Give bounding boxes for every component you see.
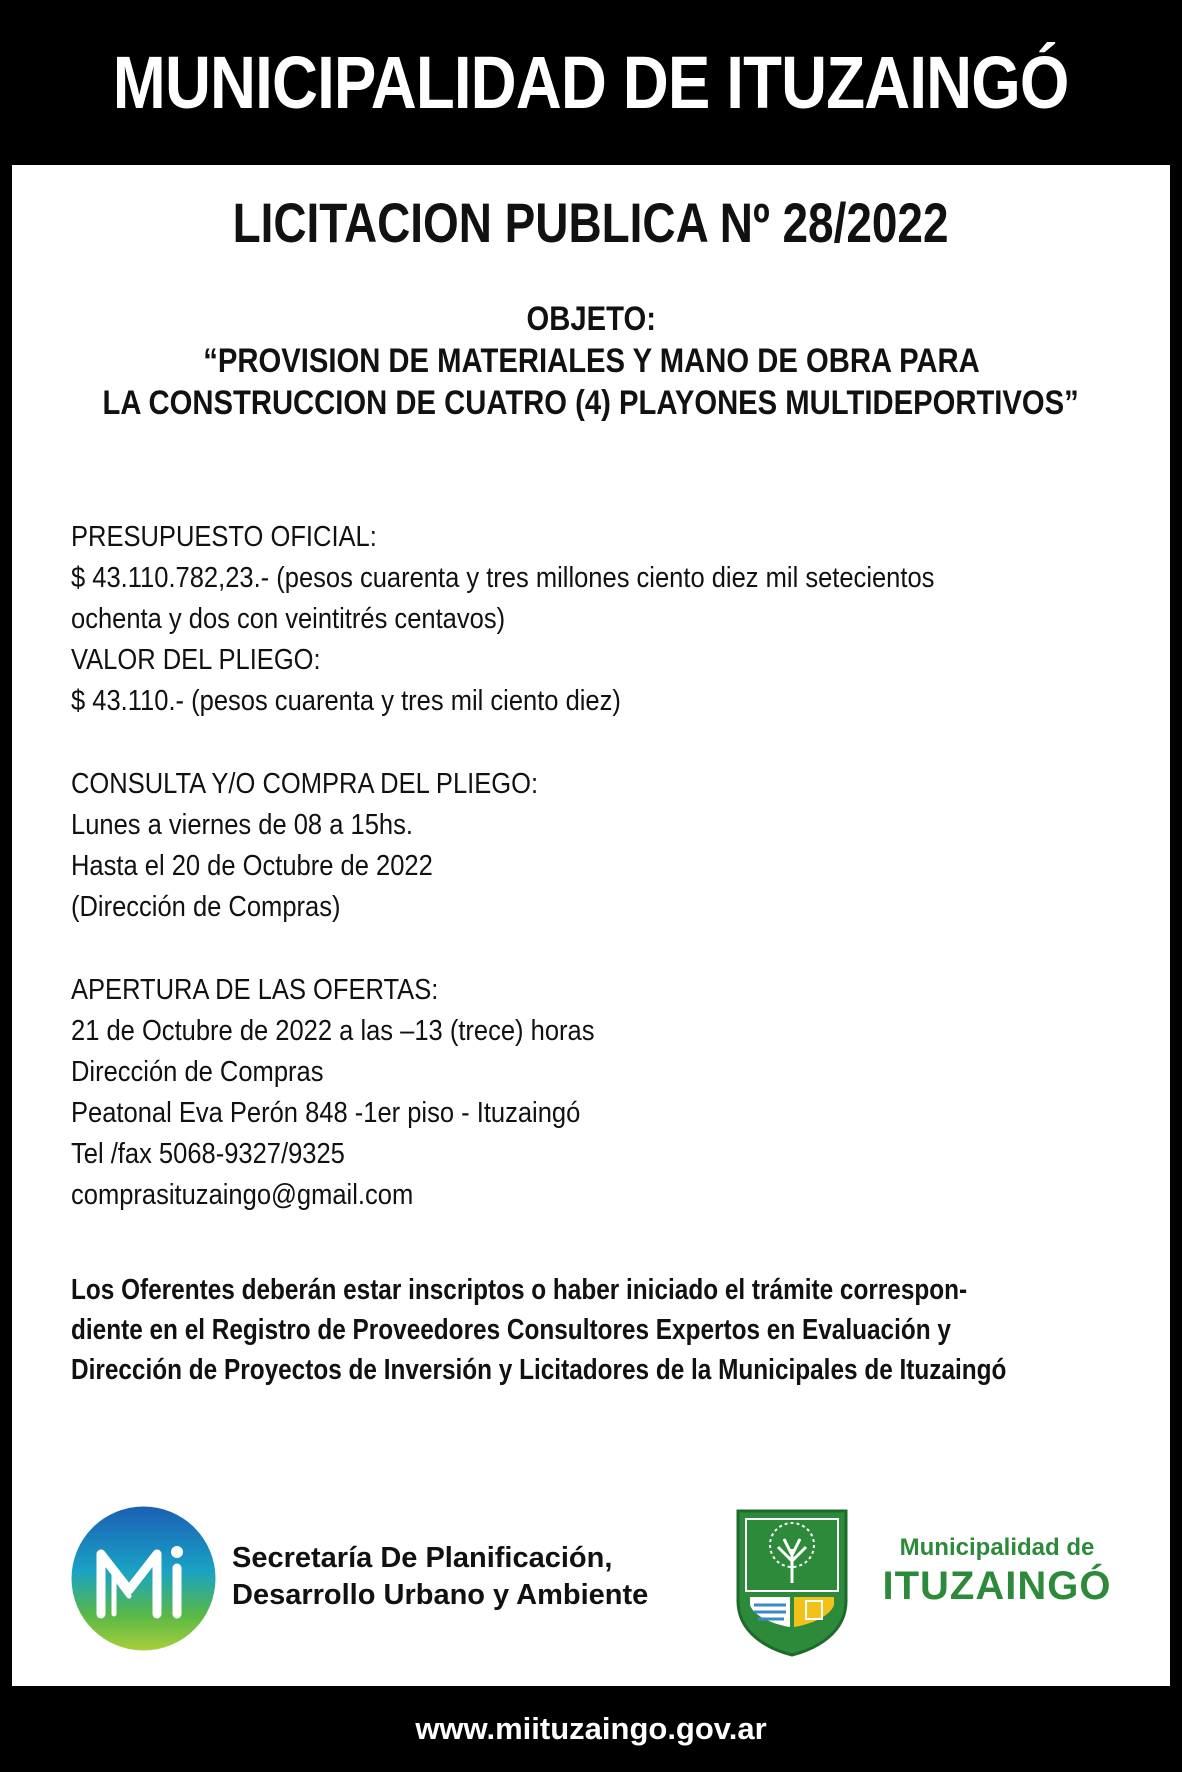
requirements-note: Los Oferentes deberán estar inscriptos o haber iniciado el trámite correspon- diente en el Registro de Proveedores Consultores Expertos en Evaluación y Dirección de Proyectos de Inversión y Licitadores de la Municipales de Ituzaingó bbox=[71, 1274, 1007, 1386]
apertura-line: 21 de Octubre de 2022 a las –13 (trece) horas bbox=[71, 1015, 595, 1047]
header-banner bbox=[0, 0, 1182, 165]
presupuesto-label: PRESUPUESTO OFICIAL: bbox=[71, 521, 377, 553]
consulta-line: Hasta el 20 de Octubre de 2022 bbox=[71, 850, 433, 882]
notice-title-text: LICITACION PUBLICA Nº 28/2022 bbox=[233, 191, 949, 254]
objeto-label: OBJETO: bbox=[526, 300, 656, 338]
pliego-label: VALOR DEL PLIEGO: bbox=[71, 644, 321, 676]
consulta-line: (Dirección de Compras) bbox=[71, 891, 341, 923]
municipalidad-wordmark: Municipalidad de ITUZAINGÓ bbox=[882, 1534, 1112, 1608]
notice-panel bbox=[12, 165, 1170, 1686]
objeto-block bbox=[12, 298, 1170, 424]
apertura-line: Peatonal Eva Perón 848 -1er piso - Ituzaingó bbox=[71, 1097, 581, 1129]
notice-title bbox=[12, 190, 1170, 255]
municipal-shield-icon bbox=[736, 1509, 848, 1657]
objeto-line: LA CONSTRUCCION DE CUATRO (4) PLAYONES MULTIDEPORTIVOS” bbox=[102, 384, 1080, 422]
consulta-line: Lunes a viernes de 08 a 15hs. bbox=[71, 809, 413, 841]
mi-logo-icon bbox=[71, 1506, 216, 1651]
secretaria-label: Secretaría De Planificación, Desarrollo Urbano y Ambiente bbox=[232, 1542, 649, 1611]
objeto-line: “PROVISION DE MATERIALES Y MANO DE OBRA PARA bbox=[202, 342, 980, 380]
header-title: MUNICIPALIDAD DE ITUZAINGÓ bbox=[113, 41, 1069, 124]
website-link[interactable]: www.miituzaingo.gov.ar bbox=[415, 1711, 767, 1746]
presupuesto-value: $ 43.110.782,23.- (pesos cuarenta y tres millones ciento diez mil setecientos bbox=[71, 562, 935, 594]
apertura-email[interactable]: comprasituzaingo@gmail.com bbox=[71, 1179, 414, 1211]
apertura-line: Tel /fax 5068-9327/9325 bbox=[71, 1138, 345, 1170]
pliego-value: $ 43.110.- (pesos cuarenta y tres mil ciento diez) bbox=[71, 685, 621, 717]
details-block bbox=[71, 517, 1121, 1216]
footer-url[interactable] bbox=[0, 1686, 1182, 1772]
consulta-label: CONSULTA Y/O COMPRA DEL PLIEGO: bbox=[71, 768, 539, 800]
apertura-line: Dirección de Compras bbox=[71, 1056, 324, 1088]
presupuesto-value: ochenta y dos con veintitrés centavos) bbox=[71, 603, 506, 635]
apertura-label: APERTURA DE LAS OFERTAS: bbox=[71, 974, 439, 1006]
